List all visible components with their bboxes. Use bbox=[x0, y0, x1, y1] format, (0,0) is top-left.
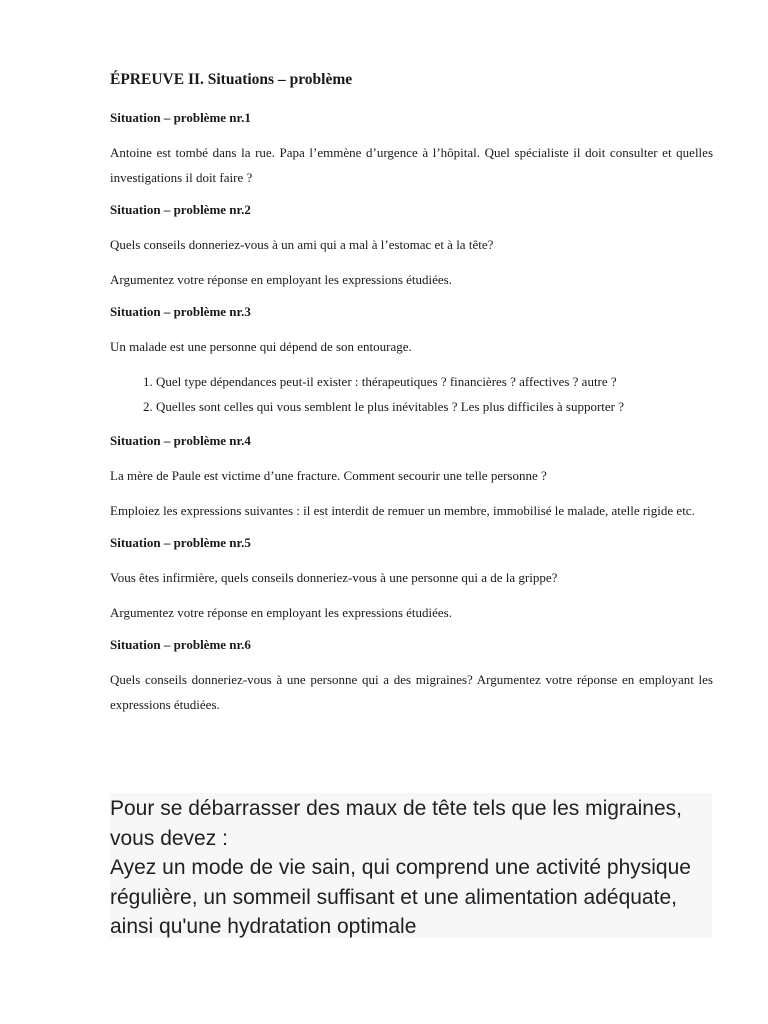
situation-5-heading: Situation – problème nr.5 bbox=[110, 535, 251, 550]
situation-3-list bbox=[110, 369, 713, 419]
situation-3-heading: Situation – problème nr.3 bbox=[110, 304, 251, 319]
situation-4-text-1: La mère de Paule est victime d’une fracture. Comment secourir une telle personne ? bbox=[110, 468, 547, 483]
situation-6-heading: Situation – problème nr.6 bbox=[110, 637, 251, 652]
document-title: ÉPREUVE II. Situations – problème bbox=[110, 71, 353, 88]
list-item: 1. Quel type dépendances peut-il exister : thérapeutiques ? financières ? affectives ? autre ? bbox=[156, 369, 713, 394]
situation-4-text-2: Emploiez les expressions suivantes : il est interdit de remuer un membre, immobilisé le malade, atelle rigide etc. bbox=[110, 503, 695, 518]
situation-5-text-2: Argumentez votre réponse en employant les expressions étudiées. bbox=[110, 605, 452, 620]
document-page bbox=[110, 60, 713, 727]
list-item: 2. Quelles sont celles qui vous semblent le plus inévitables ? Les plus difficiles à supporter ? bbox=[156, 394, 713, 419]
answer-line-1: Pour se débarrasser des maux de tête tels que les migraines, vous devez : bbox=[110, 797, 682, 850]
situation-4-heading: Situation – problème nr.4 bbox=[110, 433, 251, 448]
situation-3-text: Un malade est une personne qui dépend de son entourage. bbox=[110, 339, 412, 354]
situation-1-heading: Situation – problème nr.1 bbox=[110, 110, 251, 125]
situation-6-text: Quels conseils donneriez-vous à une personne qui a des migraines? Argumentez votre réponse en employant les expressions étudiées. bbox=[110, 672, 713, 712]
situation-2-heading: Situation – problème nr.2 bbox=[110, 202, 251, 217]
situation-2-text-2: Argumentez votre réponse en employant les expressions étudiées. bbox=[110, 272, 452, 287]
answer-line-2: Ayez un mode de vie sain, qui comprend une activité physique régulière, un sommeil suffisant et une alimentation adéquate, ainsi qu'une hydratation optimale bbox=[110, 856, 691, 938]
situation-2-text-1: Quels conseils donneriez-vous à un ami qui a mal à l’estomac et à la tête? bbox=[110, 237, 494, 252]
situation-1-text: Antoine est tombé dans la rue. Papa l’emmène d’urgence à l’hôpital. Quel spécialiste il doit consulter et quelles investigations il doit faire ? bbox=[110, 145, 713, 185]
answer-box bbox=[110, 793, 712, 938]
situation-5-text-1: Vous êtes infirmière, quels conseils donneriez-vous à une personne qui a de la grippe? bbox=[110, 570, 558, 585]
